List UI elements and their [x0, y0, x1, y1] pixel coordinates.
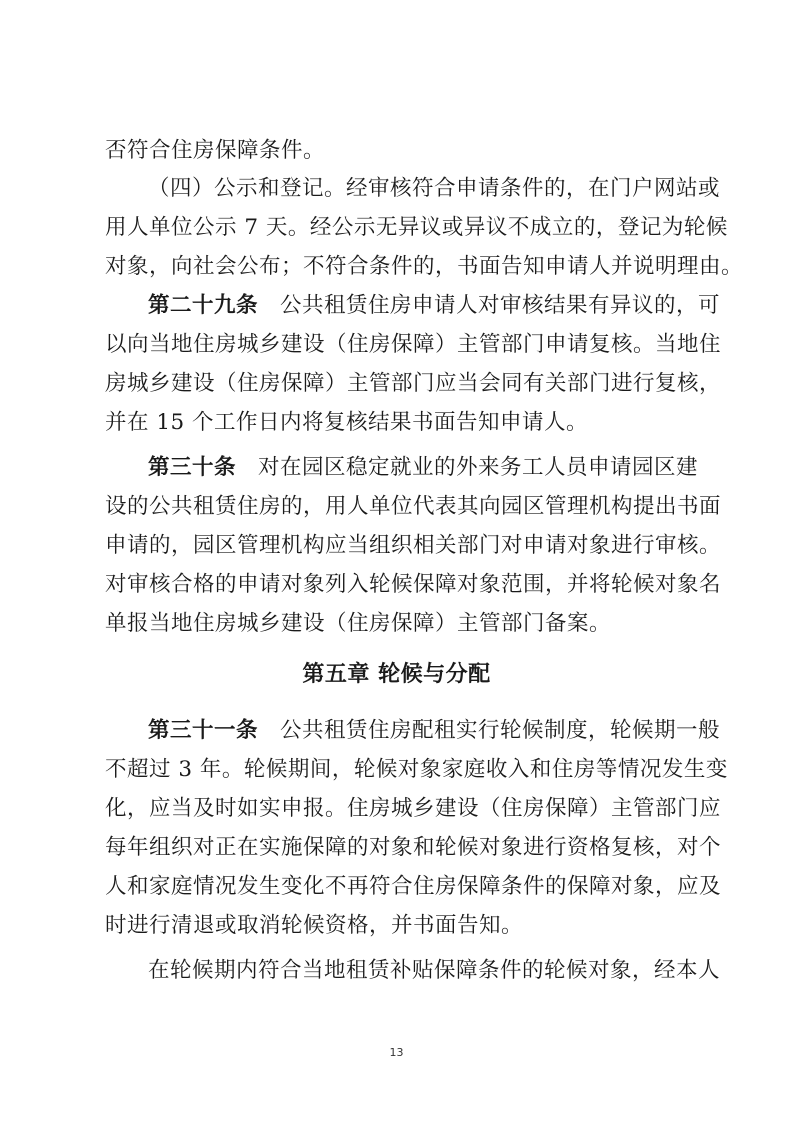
article-text: 公共租赁住房申请人对审核结果有异议的，可: [280, 293, 721, 318]
article-line: [148, 291, 720, 321]
chapter-title: 第五章 轮候与分配: [302, 662, 491, 687]
text-line: 化，应当及时如实申报。住房城乡建设（住房保障）主管部门应: [105, 796, 722, 821]
text-line: 每年组织对正在实施保障的对象和轮候对象进行资格复核，对个: [105, 835, 722, 860]
article-number: 第二十九条: [148, 293, 259, 318]
text-line: 单报当地住房城乡建设（住房保障）主管部门备案。: [105, 611, 612, 636]
article-line: [148, 716, 720, 746]
text-line: 人和家庭情况发生变化不再符合住房保障条件的保障对象，应及: [105, 874, 722, 899]
text-line: 并在 15 个工作日内将复核结果书面告知申请人。: [105, 410, 589, 435]
article-line: [148, 453, 698, 483]
text-line: 申请的，园区管理机构应当组织相关部门对申请对象进行审核。: [105, 533, 722, 558]
article-number: 第三十一条: [148, 718, 259, 743]
article-text: 对在园区稳定就业的外来务工人员申请园区建: [258, 455, 699, 480]
page-number: 13: [389, 1046, 404, 1059]
text-line: 不超过 3 年。轮候期间，轮候对象家庭收入和住房等情况发生变: [105, 757, 728, 782]
text-line: 对审核合格的申请对象列入轮候保障对象范围，并将轮候对象名: [105, 572, 722, 597]
text-line: 设的公共租赁住房的，用人单位代表其向园区管理机构提出书面: [105, 494, 722, 519]
text-line: 否符合住房保障条件。: [105, 138, 326, 163]
text-line: 在轮候期内符合当地租赁补贴保障条件的轮候对象，经本人: [148, 958, 721, 983]
article-text: 公共租赁住房配租实行轮候制度，轮候期一般: [280, 718, 721, 743]
text-line: 时进行清退或取消轮候资格，并书面告知。: [105, 913, 524, 938]
text-line: 房城乡建设（住房保障）主管部门应当会同有关部门进行复核，: [105, 371, 722, 396]
article-number: 第三十条: [148, 455, 237, 480]
text-line: （四）公示和登记。经审核符合申请条件的，在门户网站或: [148, 176, 721, 201]
text-line: 用人单位公示 7 天。经公示无异议或异议不成立的，登记为轮候: [105, 215, 728, 240]
text-line: 以向当地住房城乡建设（住房保障）主管部门申请复核。当地住: [105, 332, 722, 357]
text-line: 对象，向社会公布；不符合条件的，书面告知申请人并说明理由。: [105, 254, 744, 279]
